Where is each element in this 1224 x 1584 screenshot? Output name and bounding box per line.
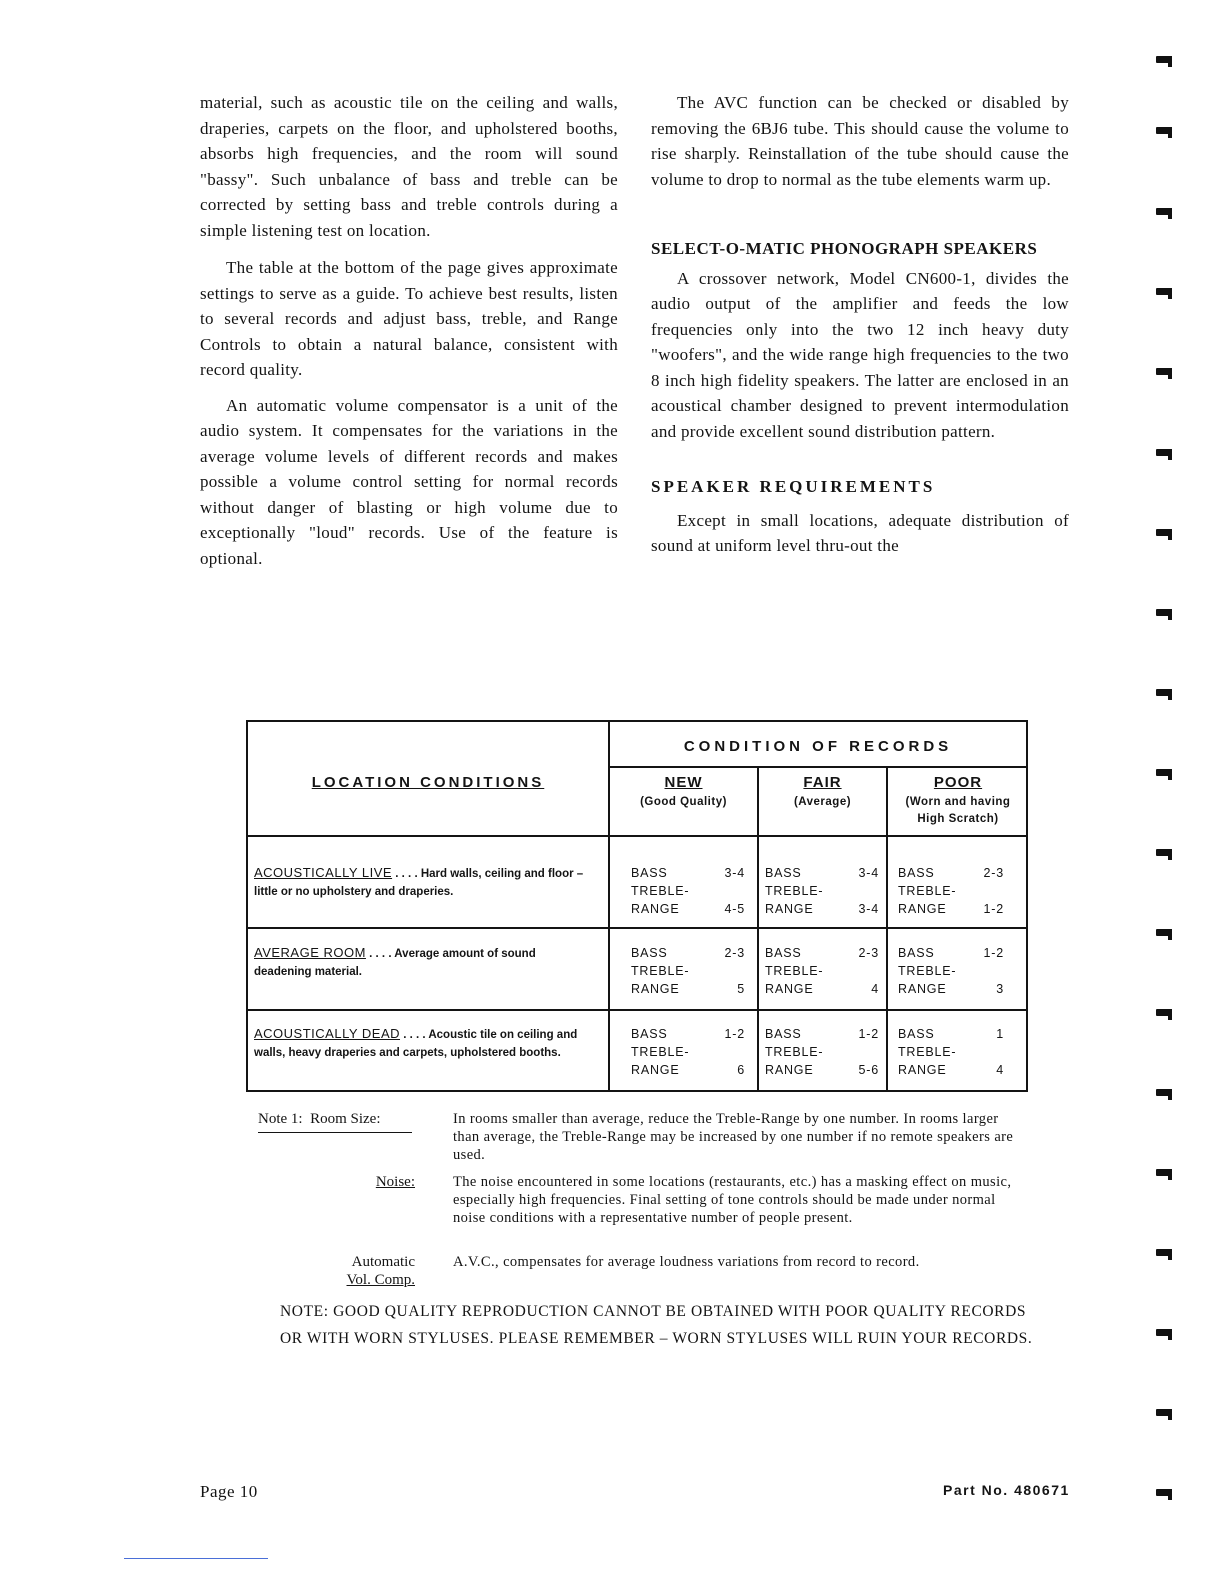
location-desc: Acoustic tile on ceiling and walls, heavy draperies and carpets, upholstered booths. xyxy=(254,1029,578,1059)
edge-mark xyxy=(1156,288,1172,295)
bass-value: 2-3 xyxy=(858,946,879,960)
note-noise-label xyxy=(300,1173,415,1191)
location-dots: . . . . xyxy=(392,868,421,880)
edge-mark xyxy=(1156,1409,1172,1416)
location-acoustically-dead xyxy=(254,1025,594,1062)
note-prefix: Note 1: xyxy=(258,1111,303,1127)
setting-live-new xyxy=(631,864,745,918)
edge-mark xyxy=(1156,1329,1172,1336)
bass-value: 1 xyxy=(996,1027,1004,1041)
location-title: AVERAGE ROOM xyxy=(254,945,366,960)
setting-dead-poor xyxy=(898,1025,1004,1079)
heading-phonograph-speakers: SELECT-O-MATIC PHONOGRAPH SPEAKERS xyxy=(651,239,1038,258)
page-number: Page 10 xyxy=(200,1482,258,1501)
range-label: RANGE xyxy=(631,982,680,996)
range-value: 5 xyxy=(737,982,745,996)
range-label: RANGE xyxy=(898,1063,947,1077)
edge-mark xyxy=(1156,529,1172,536)
table-divider xyxy=(248,835,1026,837)
edge-mark xyxy=(1156,609,1172,616)
bass-label: BASS xyxy=(765,866,802,880)
edge-mark xyxy=(1156,689,1172,696)
condition-of-records-header: CONDITION OF RECORDS xyxy=(683,738,953,755)
link-underline xyxy=(124,1558,268,1559)
edge-mark xyxy=(1156,127,1172,134)
setting-average-poor xyxy=(898,944,1004,998)
range-label: RANGE xyxy=(765,1063,814,1077)
location-desc: Average amount of sound deadening material. xyxy=(254,948,536,978)
final-note: NOTE: GOOD QUALITY REPRODUCTION CANNOT BE OBTAINED WITH POOR QUALITY RECORDS OR WITH WORN STYLUSES. PLEASE REMEMBER – WORN STYLUSES WILL RUIN YOUR RECORDS. xyxy=(280,1303,1033,1347)
bass-label: BASS xyxy=(898,1027,935,1041)
bass-value: 1-2 xyxy=(983,946,1004,960)
edge-mark xyxy=(1156,1249,1172,1256)
location-dots: . . . . xyxy=(400,1029,429,1041)
edge-mark xyxy=(1156,1089,1172,1096)
setting-dead-new xyxy=(631,1025,745,1079)
paragraph-crossover-network: A crossover network, Model CN600-1, divides the audio output of the amplifier and feeds the low frequencies only into the two 12 inch heavy duty "woofers", and the wide range high frequencies to the two 8 inch high fidelity speakers. The latter are enclosed in an acoustical chamber designed to prevent intermodulation and provide excellent sound distribution pattern. xyxy=(651,268,1069,441)
paragraph-requirements: Except in small locations, adequate distribution of sound at uniform level thru-out the xyxy=(651,510,1069,555)
grade-poor-desc: (Worn and having High Scratch) xyxy=(905,796,1011,825)
edge-mark xyxy=(1156,1009,1172,1016)
note-underline xyxy=(258,1132,412,1133)
paragraph-table-guide: The table at the bottom of the page gives approximate settings to serve as a guide. To achieve best results, listen to several records and adjust bass, treble, and Range Controls to obtain a natural balance, consistent with record quality. xyxy=(200,258,618,379)
bass-label: BASS xyxy=(765,1027,802,1041)
grade-fair-desc: (Average) xyxy=(793,796,852,808)
noise-label: Noise: xyxy=(375,1174,415,1190)
location-desc: Hard walls, ceiling and floor – little or no upholstery and draperies. xyxy=(254,868,584,898)
bass-label: BASS xyxy=(631,946,668,960)
setting-average-new xyxy=(631,944,745,998)
note-avc-text: A.V.C., compensates for average loudness variations from record to record. xyxy=(453,1254,920,1270)
range-value: 4-5 xyxy=(724,902,745,916)
range-value: 6 xyxy=(737,1063,745,1077)
grade-poor xyxy=(890,772,1026,828)
location-acoustically-live xyxy=(254,864,594,901)
treble-label: TREBLE- xyxy=(631,884,690,898)
range-value: 4 xyxy=(871,982,879,996)
bass-value: 3-4 xyxy=(858,866,879,880)
edge-mark xyxy=(1156,1169,1172,1176)
table-divider xyxy=(248,927,1026,929)
treble-label: TREBLE- xyxy=(631,1045,690,1059)
range-label: RANGE xyxy=(898,902,947,916)
edge-mark xyxy=(1156,769,1172,776)
range-label: RANGE xyxy=(631,1063,680,1077)
table-divider xyxy=(248,1009,1026,1011)
edge-mark xyxy=(1156,208,1172,215)
paragraph-acoustic-material: material, such as acoustic tile on the ceiling and walls, draperies, carpets on the floor, and upholstered booths, absorbs high frequencies, and the room will sound "bassy". Such unbalance of bass and treble can be corrected by setting bass and treble controls during a simple listening test on location. xyxy=(200,93,618,240)
avc-label-line1: Automatic xyxy=(351,1254,415,1270)
bass-label: BASS xyxy=(898,866,935,880)
range-value: 4 xyxy=(996,1063,1004,1077)
bass-value: 2-3 xyxy=(724,946,745,960)
setting-dead-fair xyxy=(765,1025,879,1079)
setting-average-fair xyxy=(765,944,879,998)
edge-mark xyxy=(1156,56,1172,63)
left-column xyxy=(200,90,618,581)
record-settings-table xyxy=(246,720,1028,1092)
grade-poor-name: POOR xyxy=(933,774,983,791)
location-dots: . . . . xyxy=(365,948,395,960)
note-room-size-label xyxy=(258,1110,418,1128)
part-number: Part No. 480671 xyxy=(943,1482,1070,1498)
note-room-size-text: In rooms smaller than average, reduce the Treble-Range by one number. In rooms larger than average, the Treble-Range may be increased by one number if no remote speakers are used. xyxy=(453,1111,1014,1163)
range-value: 3 xyxy=(996,982,1004,996)
grade-new-name: NEW xyxy=(664,774,703,791)
bass-value: 1-2 xyxy=(858,1027,879,1041)
setting-live-fair xyxy=(765,864,879,918)
treble-label: TREBLE- xyxy=(765,964,824,978)
range-label: RANGE xyxy=(765,982,814,996)
bass-label: BASS xyxy=(631,1027,668,1041)
note-room-label: Room Size: xyxy=(310,1111,381,1127)
grade-fair-name: FAIR xyxy=(803,774,842,791)
bass-label: BASS xyxy=(765,946,802,960)
range-value: 3-4 xyxy=(858,902,879,916)
paragraph-avc-function: The AVC function can be checked or disabled by removing the 6BJ6 tube. This should cause the volume to rise sharply. Reinstallation of the tube should cause the volume to drop to normal as the tube elements warm up. xyxy=(651,93,1069,189)
bass-label: BASS xyxy=(631,866,668,880)
right-column xyxy=(651,90,1069,569)
grade-new xyxy=(610,772,757,811)
range-label: RANGE xyxy=(765,902,814,916)
range-label: RANGE xyxy=(898,982,947,996)
avc-label-line2: Vol. Comp. xyxy=(346,1272,415,1288)
range-value: 5-6 xyxy=(858,1063,879,1077)
edge-mark xyxy=(1156,929,1172,936)
bass-value: 2-3 xyxy=(983,866,1004,880)
treble-label: TREBLE- xyxy=(898,964,957,978)
setting-live-poor xyxy=(898,864,1004,918)
edge-mark xyxy=(1156,449,1172,456)
location-conditions-header: LOCATION CONDITIONS xyxy=(311,774,545,791)
location-average-room xyxy=(254,944,594,981)
treble-label: TREBLE- xyxy=(631,964,690,978)
location-title: ACOUSTICALLY DEAD xyxy=(254,1026,401,1041)
edge-mark xyxy=(1156,1489,1172,1496)
note-noise-text: The noise encountered in some locations (restaurants, etc.) has a masking effect on music, especially high frequencies. Final setting of tone controls should be made under normal noise conditions with a representative number of people present. xyxy=(453,1174,1012,1226)
grade-new-desc: (Good Quality) xyxy=(640,796,727,808)
bass-value: 1-2 xyxy=(724,1027,745,1041)
range-value: 1-2 xyxy=(983,902,1004,916)
edge-mark xyxy=(1156,368,1172,375)
bass-value: 3-4 xyxy=(724,866,745,880)
heading-speaker-requirements: SPEAKER REQUIREMENTS xyxy=(651,477,936,496)
table-divider xyxy=(608,766,1026,768)
location-title: ACOUSTICALLY LIVE xyxy=(254,865,393,880)
edge-mark xyxy=(1156,849,1172,856)
bass-label: BASS xyxy=(898,946,935,960)
paragraph-volume-compensator: An automatic volume compensator is a unit of the audio system. It compensates for the variations in the average volume levels of different records and makes possible a volume control setting for normal records without danger of blasting or high volume due to exceptionally "loud" records. Use of the feature is optional. xyxy=(200,395,618,568)
treble-label: TREBLE- xyxy=(898,884,957,898)
treble-label: TREBLE- xyxy=(765,884,824,898)
note-avc-label xyxy=(300,1253,415,1289)
treble-label: TREBLE- xyxy=(765,1045,824,1059)
range-label: RANGE xyxy=(631,902,680,916)
treble-label: TREBLE- xyxy=(898,1045,957,1059)
grade-fair xyxy=(759,772,886,811)
